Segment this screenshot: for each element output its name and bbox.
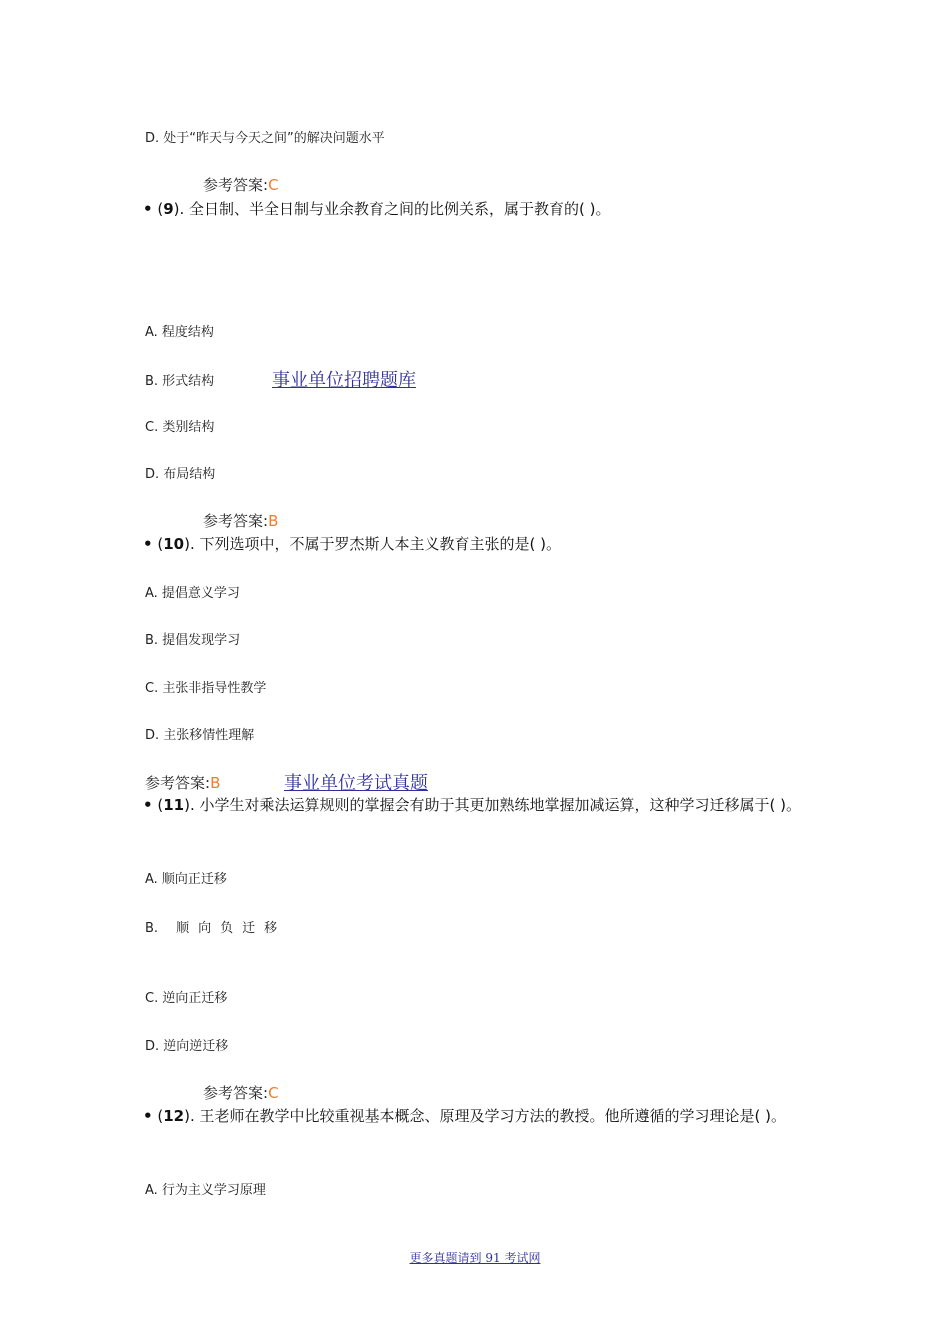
q10-answer xyxy=(145,772,220,793)
bullet: • xyxy=(143,796,153,814)
q9-option-b: B. 形式结构 xyxy=(145,374,215,389)
q12-stem: • (12). 王老师在教学中比较重视基本概念、原理及学习方法的教授。他所遵循的学习理论是( )。 xyxy=(143,1107,786,1125)
q9-stem: • (9). 全日制、半全日制与业余教育之间的比例关系，属于教育的( )。 xyxy=(143,200,611,218)
q9-answer xyxy=(203,510,278,531)
bullet: • xyxy=(143,1107,153,1125)
q9-option-d: D. 布局结构 xyxy=(145,467,216,482)
q8-answer xyxy=(203,174,279,195)
question-text: 王老师在教学中比较重视基本概念、原理及学习方法的教授。他所遵循的学习理论是( )。 xyxy=(199,1107,786,1125)
option-prefix: B. xyxy=(145,921,159,936)
q11-answer xyxy=(203,1082,279,1103)
q10-stem: • (10). 下列选项中，不属于罗杰斯人本主义教育主张的是( )。 xyxy=(143,535,561,553)
q10-option-d: D. 主张移情性理解 xyxy=(145,728,255,743)
q12-option-a: A. 行为主义学习原理 xyxy=(145,1183,266,1198)
q9-option-a: A. 程度结构 xyxy=(145,325,214,340)
question-text: 全日制、半全日制与业余教育之间的比例关系，属于教育的( )。 xyxy=(189,200,611,218)
recruitment-question-bank-link[interactable]: 事业单位招聘题库 xyxy=(272,370,416,391)
question-number: 9 xyxy=(163,200,174,218)
question-number: 10 xyxy=(163,535,185,553)
q11-option-a: A. 顺向正迁移 xyxy=(145,872,227,887)
exam-past-papers-link[interactable]: 事业单位考试真题 xyxy=(284,773,428,794)
page-footer xyxy=(0,1249,950,1266)
answer-value: B xyxy=(268,512,279,530)
answer-label: 参考答案: xyxy=(203,512,269,530)
q11-option-b xyxy=(145,917,286,936)
q11-option-d: D. 逆向逆迁移 xyxy=(145,1039,229,1054)
question-text: 小学生对乘法运算规则的掌握会有助于其更加熟练地掌握加减运算，这种学习迁移属于( )。 xyxy=(199,796,801,814)
q11-stem: • (11). 小学生对乘法运算规则的掌握会有助于其更加熟练地掌握加减运算，这种学习迁移属于( )。 xyxy=(143,796,801,814)
question-number: 11 xyxy=(163,796,185,814)
answer-value: B xyxy=(210,774,221,792)
option-text: 顺向负迁移 xyxy=(176,921,287,936)
bullet: • xyxy=(143,200,153,218)
q10-option-a: A. 提倡意义学习 xyxy=(145,586,240,601)
q9-option-c: C. 类别结构 xyxy=(145,420,215,435)
answer-value: C xyxy=(268,1084,279,1102)
answer-label: 参考答案: xyxy=(203,1084,269,1102)
q11-option-c: C. 逆向正迁移 xyxy=(145,991,228,1006)
answer-label: 参考答案: xyxy=(203,176,269,194)
q8-option-d: D. 处于“昨天与今天之间”的解决问题水平 xyxy=(145,131,385,146)
question-number: 12 xyxy=(163,1107,185,1125)
answer-value: C xyxy=(268,176,279,194)
q10-option-c: C. 主张非指导性教学 xyxy=(145,681,267,696)
footer-link[interactable]: 更多真题请到 91 考试网 xyxy=(409,1251,541,1265)
question-text: 下列选项中，不属于罗杰斯人本主义教育主张的是( )。 xyxy=(199,535,561,553)
answer-label: 参考答案: xyxy=(145,774,211,792)
bullet: • xyxy=(143,535,153,553)
q10-option-b: B. 提倡发现学习 xyxy=(145,633,241,648)
